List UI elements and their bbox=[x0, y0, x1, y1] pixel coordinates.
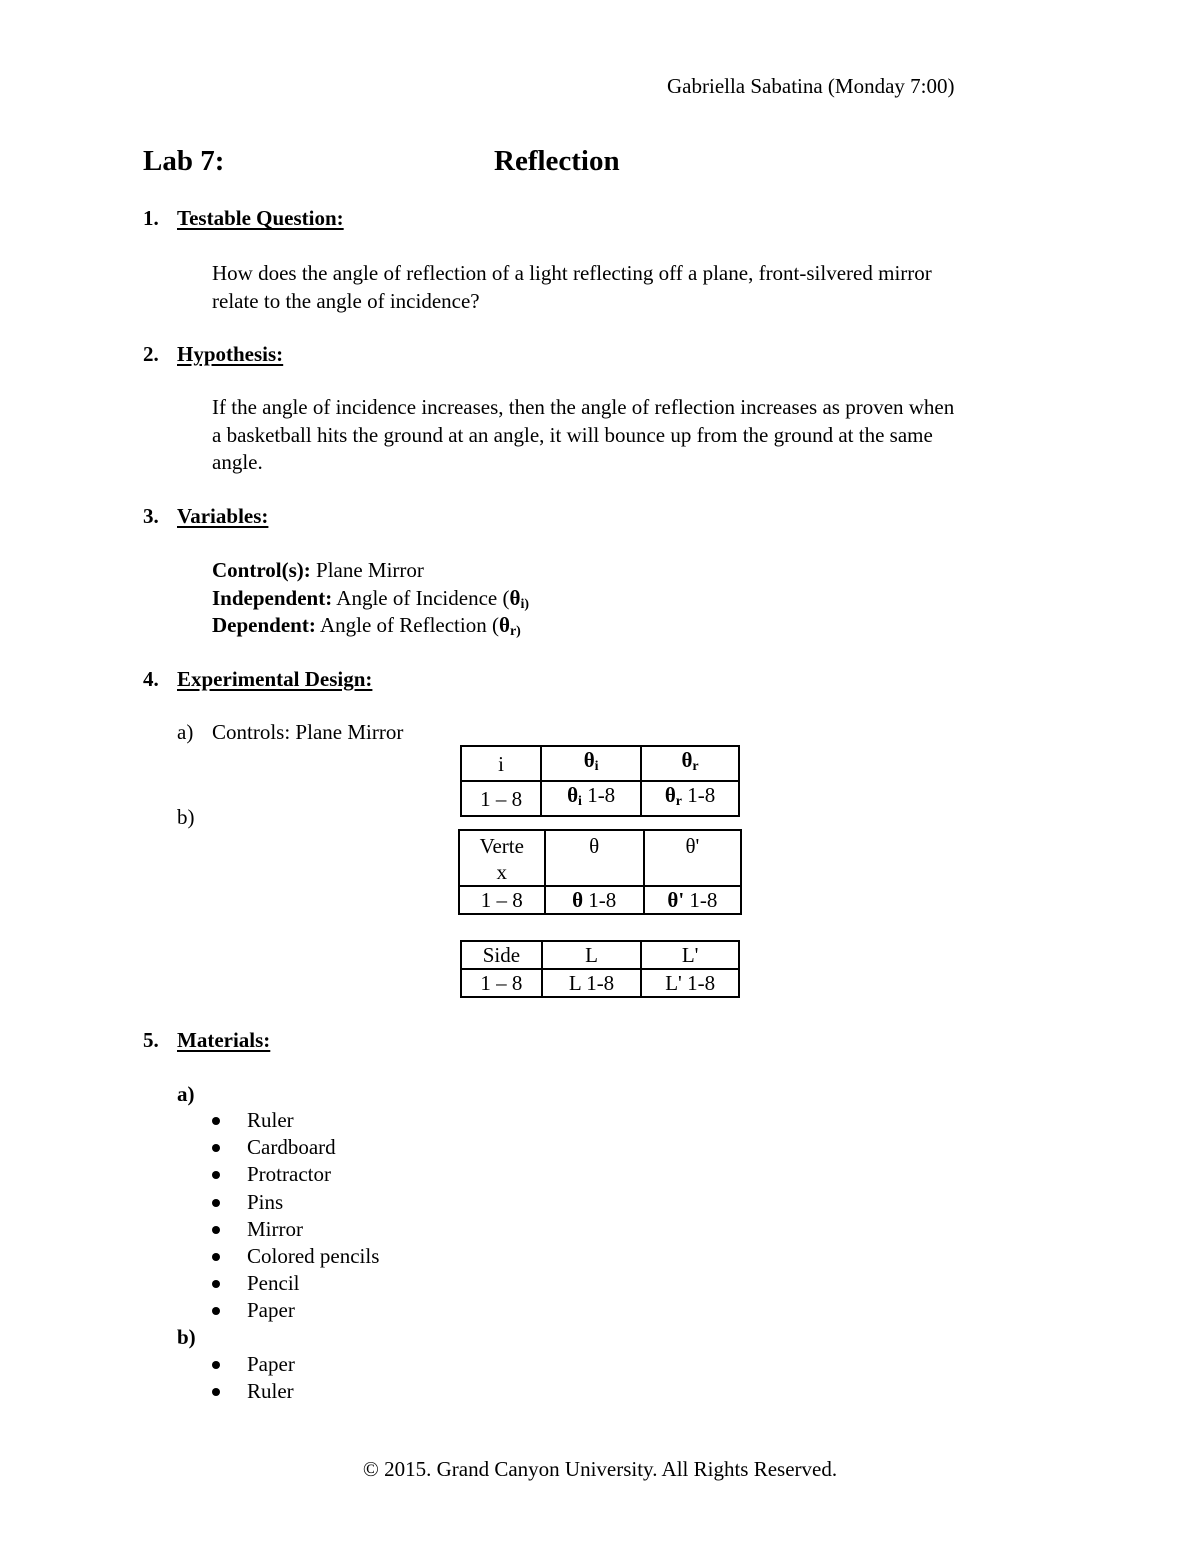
list-item: Colored pencils bbox=[212, 1243, 512, 1270]
page-title: Reflection bbox=[494, 145, 620, 177]
bullet-icon bbox=[212, 1199, 220, 1207]
section-1-body bbox=[212, 260, 932, 315]
bullet-icon bbox=[212, 1307, 220, 1315]
dependent-value: Angle of Reflection ( bbox=[319, 613, 499, 637]
vertex-table-cell-range: 1 – 8 bbox=[459, 886, 545, 914]
materials-a-list bbox=[212, 1107, 512, 1325]
vertex-table-cell-theta: θ 1-8 bbox=[545, 886, 644, 914]
vertex-table-header-vertex: Verte x bbox=[459, 830, 545, 886]
dependent-symbol: θ bbox=[498, 613, 510, 637]
angle-table-header-theta-r: $\theta_r$ bbox=[641, 746, 739, 781]
independent-value: Angle of Incidence ( bbox=[336, 586, 510, 610]
materials-b-list bbox=[212, 1351, 512, 1405]
side-table-cell-l-prime: L' 1-8 bbox=[641, 969, 739, 997]
bullet-icon bbox=[212, 1388, 220, 1396]
section-2-line-3: angle. bbox=[212, 450, 263, 474]
list-item: Pins bbox=[212, 1189, 512, 1216]
bullet-icon bbox=[212, 1117, 220, 1125]
bullet-icon bbox=[212, 1226, 220, 1234]
section-4-number: 4. bbox=[143, 667, 159, 691]
section-4-heading: Experimental Design: bbox=[177, 667, 373, 691]
list-item: Paper bbox=[212, 1297, 512, 1324]
section-1-line-1: How does the angle of reflection of a light reflecting off a plane, front-silvered mirror bbox=[212, 261, 932, 285]
angle-table-header-theta-i: $\theta_i$ bbox=[541, 746, 641, 781]
design-a-text: Controls: Plane Mirror bbox=[212, 720, 404, 744]
side-table-cell-l: L 1-8 bbox=[542, 969, 642, 997]
materials-a-label: a) bbox=[177, 1082, 195, 1106]
side-table-header-side: Side bbox=[461, 941, 542, 969]
section-3-number: 3. bbox=[143, 504, 159, 528]
side-table-header-l: L bbox=[542, 941, 642, 969]
angle-table-cell-range: 1 – 8 bbox=[461, 781, 541, 816]
list-item: Ruler bbox=[212, 1107, 512, 1134]
vertex-table-header-theta: θ bbox=[545, 830, 644, 886]
angle-table-header-i: i bbox=[461, 746, 541, 781]
section-1-line-2: relate to the angle of incidence? bbox=[212, 288, 480, 313]
list-item: Paper bbox=[212, 1351, 512, 1378]
dependent-subscript: r) bbox=[509, 624, 521, 639]
bullet-icon bbox=[212, 1144, 220, 1152]
design-b-marker: b) bbox=[177, 805, 195, 829]
independent-symbol: θ bbox=[509, 586, 521, 610]
side-table bbox=[460, 940, 740, 998]
vertex-table bbox=[458, 829, 742, 915]
bullet-icon bbox=[212, 1361, 220, 1369]
side-table-header-l-prime: L' bbox=[641, 941, 739, 969]
section-1-number: 1. bbox=[143, 206, 159, 230]
angle-table bbox=[460, 745, 740, 817]
control-value: Plane Mirror bbox=[316, 558, 424, 582]
section-2-line-1: If the angle of incidence increases, then the angle of reflection increases as proven when bbox=[212, 395, 955, 419]
section-1-heading: Testable Question: bbox=[177, 206, 344, 230]
bullet-icon bbox=[212, 1253, 220, 1261]
lab-number: Lab 7: bbox=[143, 145, 225, 177]
section-2-body bbox=[212, 394, 954, 477]
list-item: Cardboard bbox=[212, 1134, 512, 1161]
list-item: Protractor bbox=[212, 1161, 512, 1188]
section-2-heading: Hypothesis: bbox=[177, 342, 284, 366]
angle-table-cell-theta-i: $\theta_i$ 1-8 bbox=[541, 781, 641, 816]
section-5-number: 5. bbox=[143, 1028, 159, 1052]
dependent-label: Dependent: bbox=[212, 613, 316, 637]
independent-label: Independent: bbox=[212, 586, 333, 610]
section-3-heading: Variables: bbox=[177, 504, 269, 528]
materials-b-label: b) bbox=[177, 1325, 196, 1349]
section-2-number: 2. bbox=[143, 342, 159, 366]
section-2-line-2: a basketball hits the ground at an angle, it will bounce up from the ground at the same bbox=[212, 422, 933, 447]
bullet-icon bbox=[212, 1280, 220, 1288]
copyright-footer: © 2015. Grand Canyon University. All Rights Reserved. bbox=[362, 1457, 838, 1481]
bullet-icon bbox=[212, 1171, 220, 1179]
list-item: Ruler bbox=[212, 1378, 512, 1405]
control-label: Control(s): bbox=[212, 558, 311, 582]
list-item: Mirror bbox=[212, 1216, 512, 1243]
control-variable bbox=[212, 557, 424, 584]
vertex-table-header-theta-prime: θ' bbox=[644, 830, 741, 886]
section-5-heading: Materials: bbox=[177, 1028, 271, 1052]
design-a-marker: a) bbox=[177, 720, 194, 744]
list-item: Pencil bbox=[212, 1270, 512, 1297]
vertex-table-cell-theta-prime: θ' 1-8 bbox=[644, 886, 741, 914]
angle-table-cell-theta-r: $\theta_r$ 1-8 bbox=[641, 781, 739, 816]
independent-subscript: i) bbox=[520, 597, 529, 612]
author-line: Gabriella Sabatina (Monday 7:00) bbox=[667, 74, 955, 98]
side-table-cell-range: 1 – 8 bbox=[461, 969, 542, 997]
dependent-variable bbox=[212, 612, 521, 645]
